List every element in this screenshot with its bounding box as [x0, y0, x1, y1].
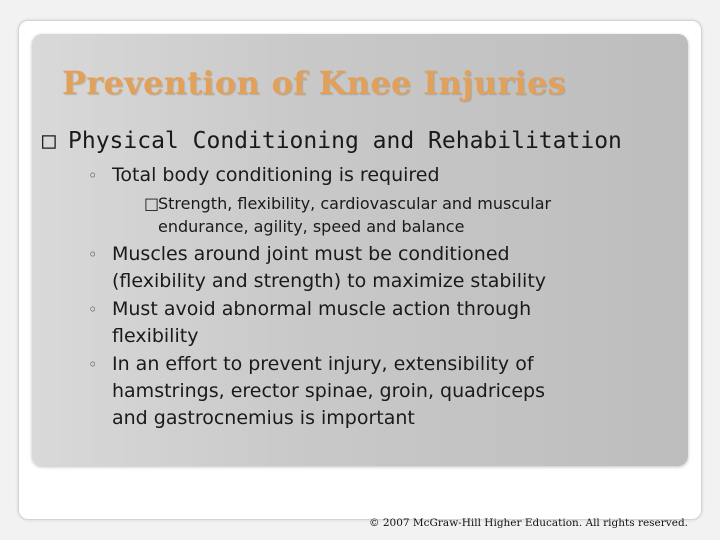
circle-bullet-icon: ◦: [88, 355, 98, 374]
square-bullet-icon: □: [144, 194, 160, 213]
bullet-text: Muscles around joint must be conditioned: [112, 243, 510, 265]
bullet-text: In an effort to prevent injury, extensibility of: [112, 353, 534, 375]
sub-bullet-text: endurance, agility, speed and balance: [158, 217, 465, 236]
bullet-text: Total body conditioning is required: [112, 164, 440, 186]
sub-bullet-text: Strength, flexibility, cardiovascular and muscular: [158, 194, 552, 213]
bullet-text: (flexibility and strength) to maximize stability: [112, 270, 547, 292]
level1-text: Physical Conditioning and Rehabilitation: [68, 128, 622, 154]
bullet-text: hamstrings, erector spinae, groin, quadriceps: [112, 380, 546, 402]
circle-bullet-icon: ◦: [88, 245, 98, 264]
copyright-footer: © 2007 McGraw-Hill Higher Education. All rights reserved.: [369, 517, 688, 529]
square-bullet-icon: □: [42, 128, 56, 154]
level1-bullet: [42, 128, 622, 154]
circle-bullet-icon: ◦: [88, 300, 98, 319]
bullet-text: flexibility: [112, 325, 199, 347]
circle-bullet-icon: ◦: [88, 166, 98, 185]
bullet-text: and gastrocnemius is important: [112, 407, 415, 429]
bullet-text: Must avoid abnormal muscle action through: [112, 298, 532, 320]
slide-title: Prevention of Knee Injuries: [62, 64, 566, 102]
